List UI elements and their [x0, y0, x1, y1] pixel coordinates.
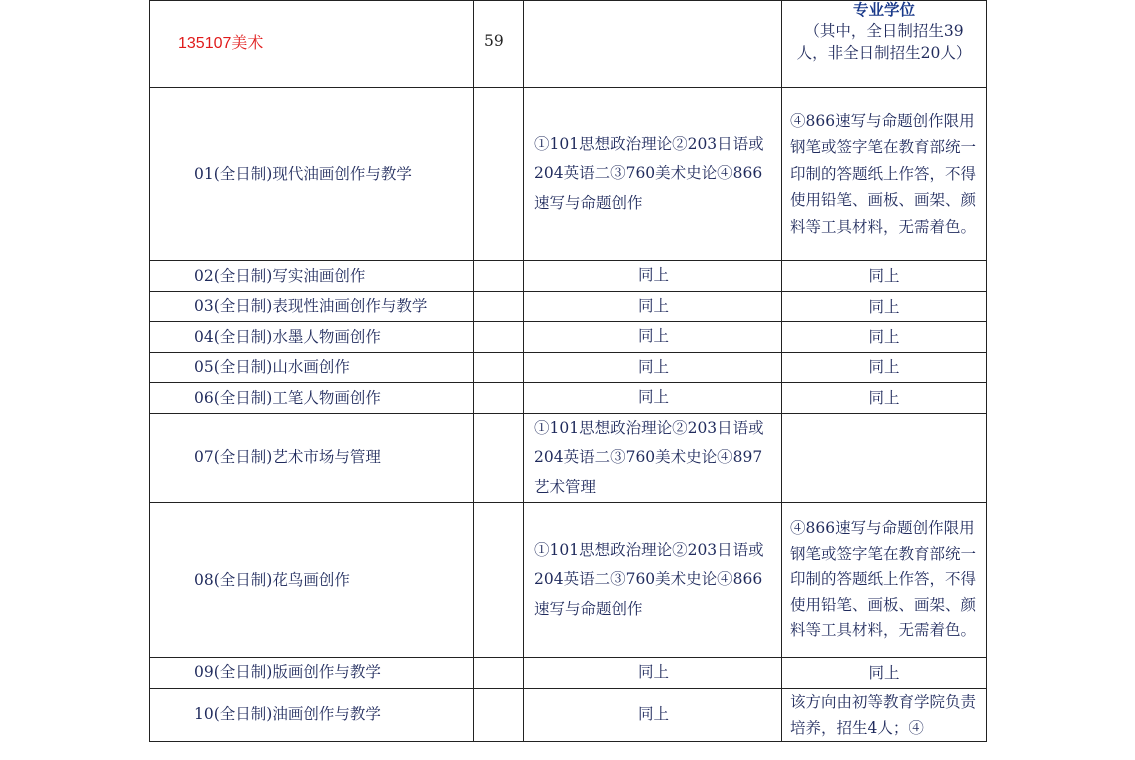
- table-row: [150, 352, 987, 382]
- count-cell: [474, 322, 524, 352]
- remarks: 同上: [782, 352, 987, 382]
- research-direction: 04(全日制)水墨人物画创作: [150, 322, 474, 352]
- degree-title: 专业学位: [852, 2, 915, 19]
- major-exam-cell: [524, 1, 782, 88]
- remarks: 该方向由初等教育学院负责培养，招生4人；④: [782, 688, 987, 742]
- exam-subjects: 同上: [524, 688, 782, 742]
- major-code-name: 135107美术: [150, 1, 474, 88]
- research-direction: 08(全日制)花鸟画创作: [150, 503, 474, 658]
- enrollment-count: 59: [474, 1, 524, 88]
- research-direction: 03(全日制)表现性油画创作与教学: [150, 292, 474, 322]
- exam-subjects: ①101思想政治理论②203日语或204英语二③760美术史论④866速写与命题创作: [524, 88, 782, 261]
- count-cell: [474, 383, 524, 413]
- research-direction: 05(全日制)山水画创作: [150, 352, 474, 382]
- table-row: [150, 658, 987, 688]
- research-direction: 01(全日制)现代油画创作与教学: [150, 88, 474, 261]
- degree-note: （其中，全日制招生39人，非全日制招生20人）: [796, 22, 972, 62]
- count-cell: [474, 413, 524, 502]
- admissions-table: [149, 0, 987, 742]
- exam-subjects: 同上: [524, 292, 782, 322]
- remarks: 同上: [782, 658, 987, 688]
- remarks: 同上: [782, 261, 987, 292]
- table-row: [150, 688, 987, 742]
- research-direction: 07(全日制)艺术市场与管理: [150, 413, 474, 502]
- remarks: [782, 413, 987, 502]
- remarks: 同上: [782, 292, 987, 322]
- count-cell: [474, 503, 524, 658]
- remarks: ④866速写与命题创作限用钢笔或签字笔在教育部统一印制的答题纸上作答，不得使用铅笔、画板、画架、颜料等工具材料，无需着色。: [782, 503, 987, 658]
- research-direction: 09(全日制)版画创作与教学: [150, 658, 474, 688]
- exam-subjects: ①101思想政治理论②203日语或204英语二③760美术史论④866速写与命题创作: [524, 503, 782, 658]
- research-direction: 10(全日制)油画创作与教学: [150, 688, 474, 742]
- table-row: [150, 88, 987, 261]
- count-cell: [474, 352, 524, 382]
- table-row: [150, 413, 987, 502]
- exam-subjects: ①101思想政治理论②203日语或204英语二③760美术史论④897艺术管理: [524, 413, 782, 502]
- table-row-major: [150, 1, 987, 88]
- exam-subjects: 同上: [524, 658, 782, 688]
- exam-subjects: 同上: [524, 261, 782, 292]
- count-cell: [474, 688, 524, 742]
- table-row: [150, 261, 987, 292]
- remarks: ④866速写与命题创作限用钢笔或签字笔在教育部统一印制的答题纸上作答，不得使用铅笔、画板、画架、颜料等工具材料，无需着色。: [782, 88, 987, 261]
- remarks: 同上: [782, 383, 987, 413]
- table-row: [150, 322, 987, 352]
- count-cell: [474, 658, 524, 688]
- exam-subjects: 同上: [524, 383, 782, 413]
- remarks: 同上: [782, 322, 987, 352]
- table-row: [150, 503, 987, 658]
- research-direction: 02(全日制)写实油画创作: [150, 261, 474, 292]
- count-cell: [474, 292, 524, 322]
- table-row: [150, 292, 987, 322]
- count-cell: [474, 88, 524, 261]
- exam-subjects: 同上: [524, 352, 782, 382]
- table-row: [150, 383, 987, 413]
- research-direction: 06(全日制)工笔人物画创作: [150, 383, 474, 413]
- exam-subjects: 同上: [524, 322, 782, 352]
- degree-cell: [782, 1, 987, 88]
- count-cell: [474, 261, 524, 292]
